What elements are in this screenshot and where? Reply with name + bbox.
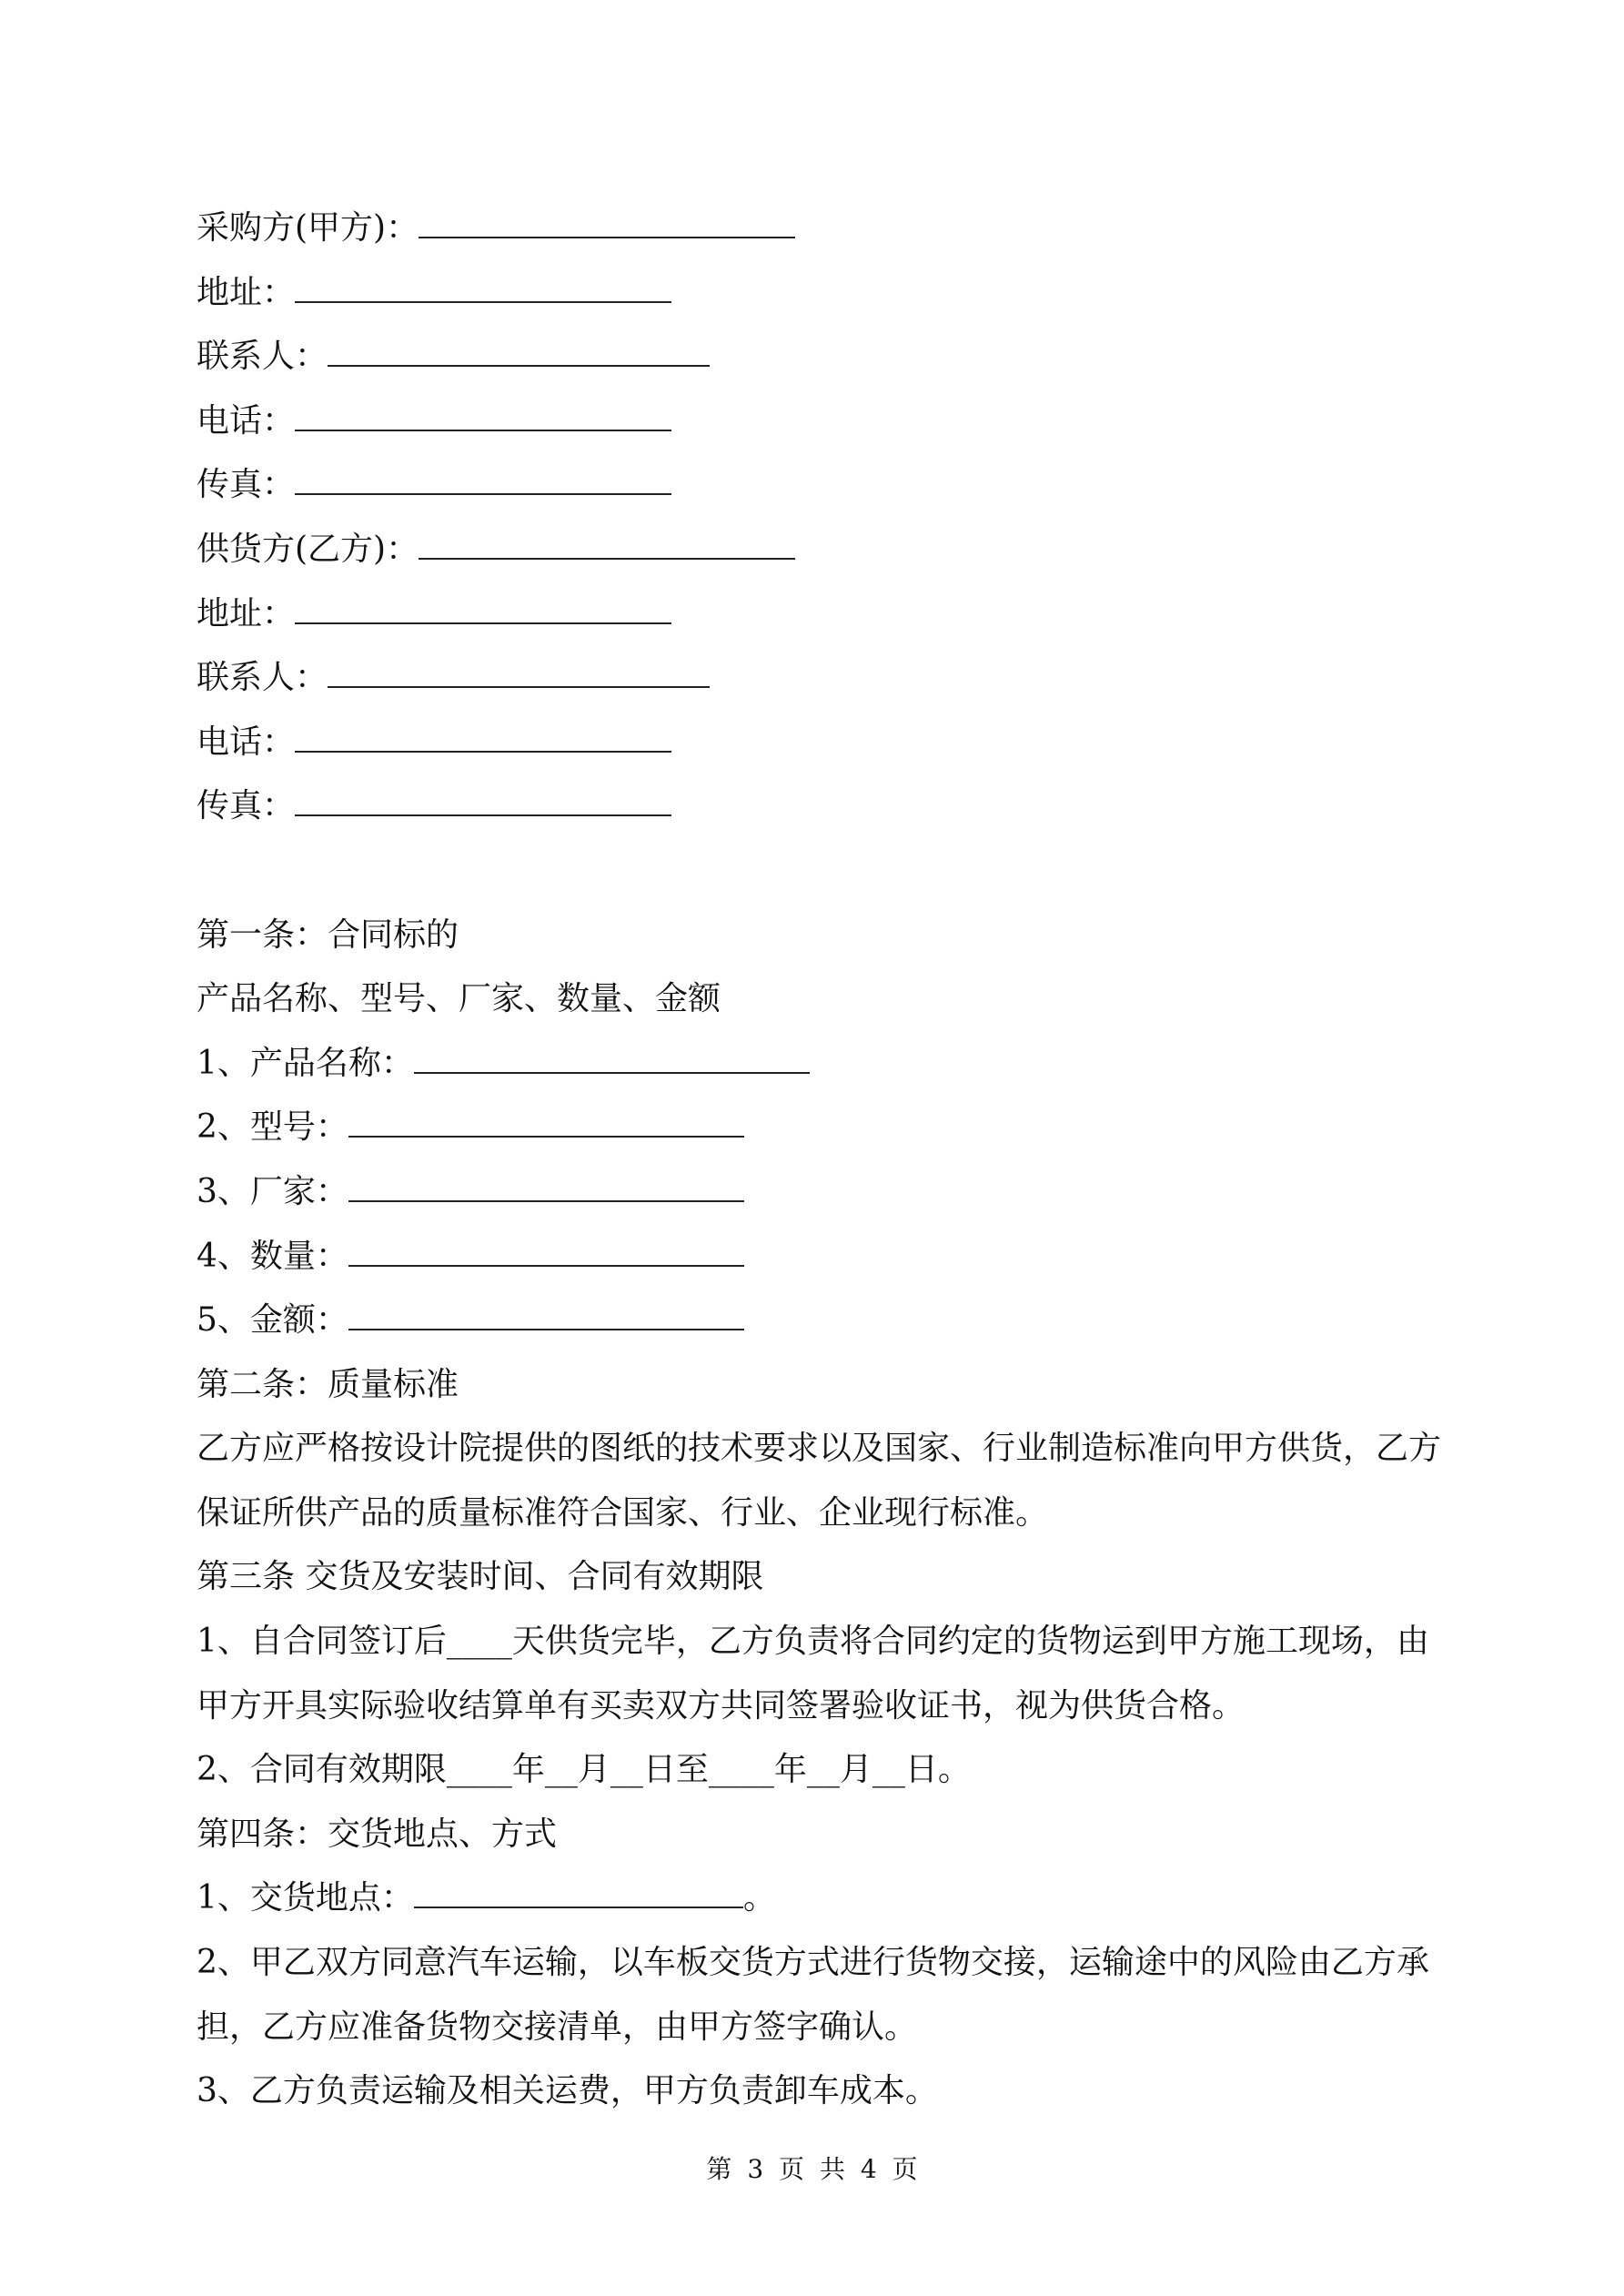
product-name-label: 1、产品名称：: [197, 1044, 414, 1082]
model-line: [197, 1096, 1443, 1160]
supplier-phone-line: [197, 711, 1443, 775]
article3-text: 2、合同有效期限____年__月__日至____年__月__日。: [197, 1751, 971, 1789]
article4-text: 担，乙方应准备货物交接清单，由甲方签字确认。: [197, 2008, 918, 2046]
amount-line: [197, 1289, 1443, 1353]
delivery-place-label: 1、交货地点：: [197, 1879, 414, 1917]
supplier-contact-line: [197, 646, 1443, 711]
delivery-place-line: [197, 1866, 1443, 1931]
article3-text: 甲方开具实际验收结算单有买卖双方共同签署验收证书，视为供货合格。: [197, 1686, 1246, 1725]
buyer-fax-field[interactable]: [295, 453, 671, 495]
article2-text: 保证所供产品的质量标准符合国家、行业、企业现行标准。: [197, 1493, 1049, 1532]
buyer-phone-field[interactable]: [295, 389, 671, 431]
buyer-fax-line: [197, 453, 1443, 518]
supplier-fax-field[interactable]: [295, 774, 671, 816]
amount-field[interactable]: [348, 1289, 744, 1330]
article2-text: 乙方应严格按设计院提供的图纸的技术要求以及国家、行业制造标准向甲方供货，乙方: [197, 1430, 1442, 1468]
product-name-field[interactable]: [414, 1032, 810, 1074]
spacer: [197, 839, 1443, 904]
supplier-address-line: [197, 582, 1443, 647]
article1-title: 第一条：合同标的: [197, 915, 459, 954]
buyer-contact-line: [197, 325, 1443, 389]
article2-title: 第二条：质量标准: [197, 1365, 459, 1403]
buyer-label: 采购方(甲方)：: [197, 209, 419, 247]
delivery-place-field[interactable]: [414, 1866, 743, 1908]
buyer-line: [197, 197, 1443, 261]
buyer-contact-label: 联系人：: [197, 338, 328, 376]
supplier-line: [197, 518, 1443, 582]
buyer-phone-line: [197, 389, 1443, 454]
buyer-fax-label: 传真：: [197, 466, 296, 504]
product-name-line: [197, 1032, 1443, 1097]
manufacturer-field[interactable]: [348, 1160, 744, 1202]
quantity-label: 4、数量：: [197, 1237, 348, 1275]
article4-title: 第四条：交货地点、方式: [197, 1815, 558, 1853]
supplier-name-field[interactable]: [419, 518, 795, 560]
buyer-address-line: [197, 261, 1443, 326]
supplier-label: 供货方(乙方)：: [197, 530, 419, 568]
page-number: 第 3 页 共 4 页: [706, 2154, 918, 2184]
article4-text: 3、乙方负责运输及相关运费，甲方负责卸车成本。: [197, 2072, 938, 2110]
supplier-phone-label: 电话：: [197, 723, 296, 761]
manufacturer-line: [197, 1160, 1443, 1225]
period: 。: [742, 1879, 776, 1917]
supplier-fax-label: 传真：: [197, 787, 296, 825]
supplier-contact-label: 联系人：: [197, 659, 328, 697]
manufacturer-label: 3、厂家：: [197, 1172, 348, 1210]
buyer-phone-label: 电话：: [197, 401, 296, 440]
supplier-address-label: 地址：: [197, 594, 296, 632]
article3-text: 1、自合同签订后____天供货完毕，乙方负责将合同约定的货物运到甲方施工现场，由: [197, 1623, 1429, 1661]
supplier-phone-field[interactable]: [295, 711, 671, 753]
buyer-address-label: 地址：: [197, 273, 296, 311]
contract-page: [197, 197, 1443, 2124]
model-label: 2、型号：: [197, 1108, 348, 1147]
model-field[interactable]: [348, 1096, 744, 1138]
article4-text: 2、甲乙双方同意汽车运输，以车板交货方式进行货物交接，运输途中的风险由乙方承: [197, 1944, 1429, 1982]
quantity-field[interactable]: [348, 1225, 744, 1267]
amount-label: 5、金额：: [197, 1301, 348, 1340]
buyer-name-field[interactable]: [419, 197, 795, 238]
article1-subtitle: 产品名称、型号、厂家、数量、金额: [197, 980, 721, 1018]
buyer-contact-field[interactable]: [328, 325, 710, 367]
article3-title: 第三条 交货及安装时间、合同有效期限: [197, 1558, 764, 1596]
supplier-fax-line: [197, 774, 1443, 839]
buyer-address-field[interactable]: [295, 261, 671, 303]
supplier-contact-field[interactable]: [328, 646, 710, 688]
supplier-address-field[interactable]: [295, 582, 671, 624]
quantity-line: [197, 1225, 1443, 1290]
